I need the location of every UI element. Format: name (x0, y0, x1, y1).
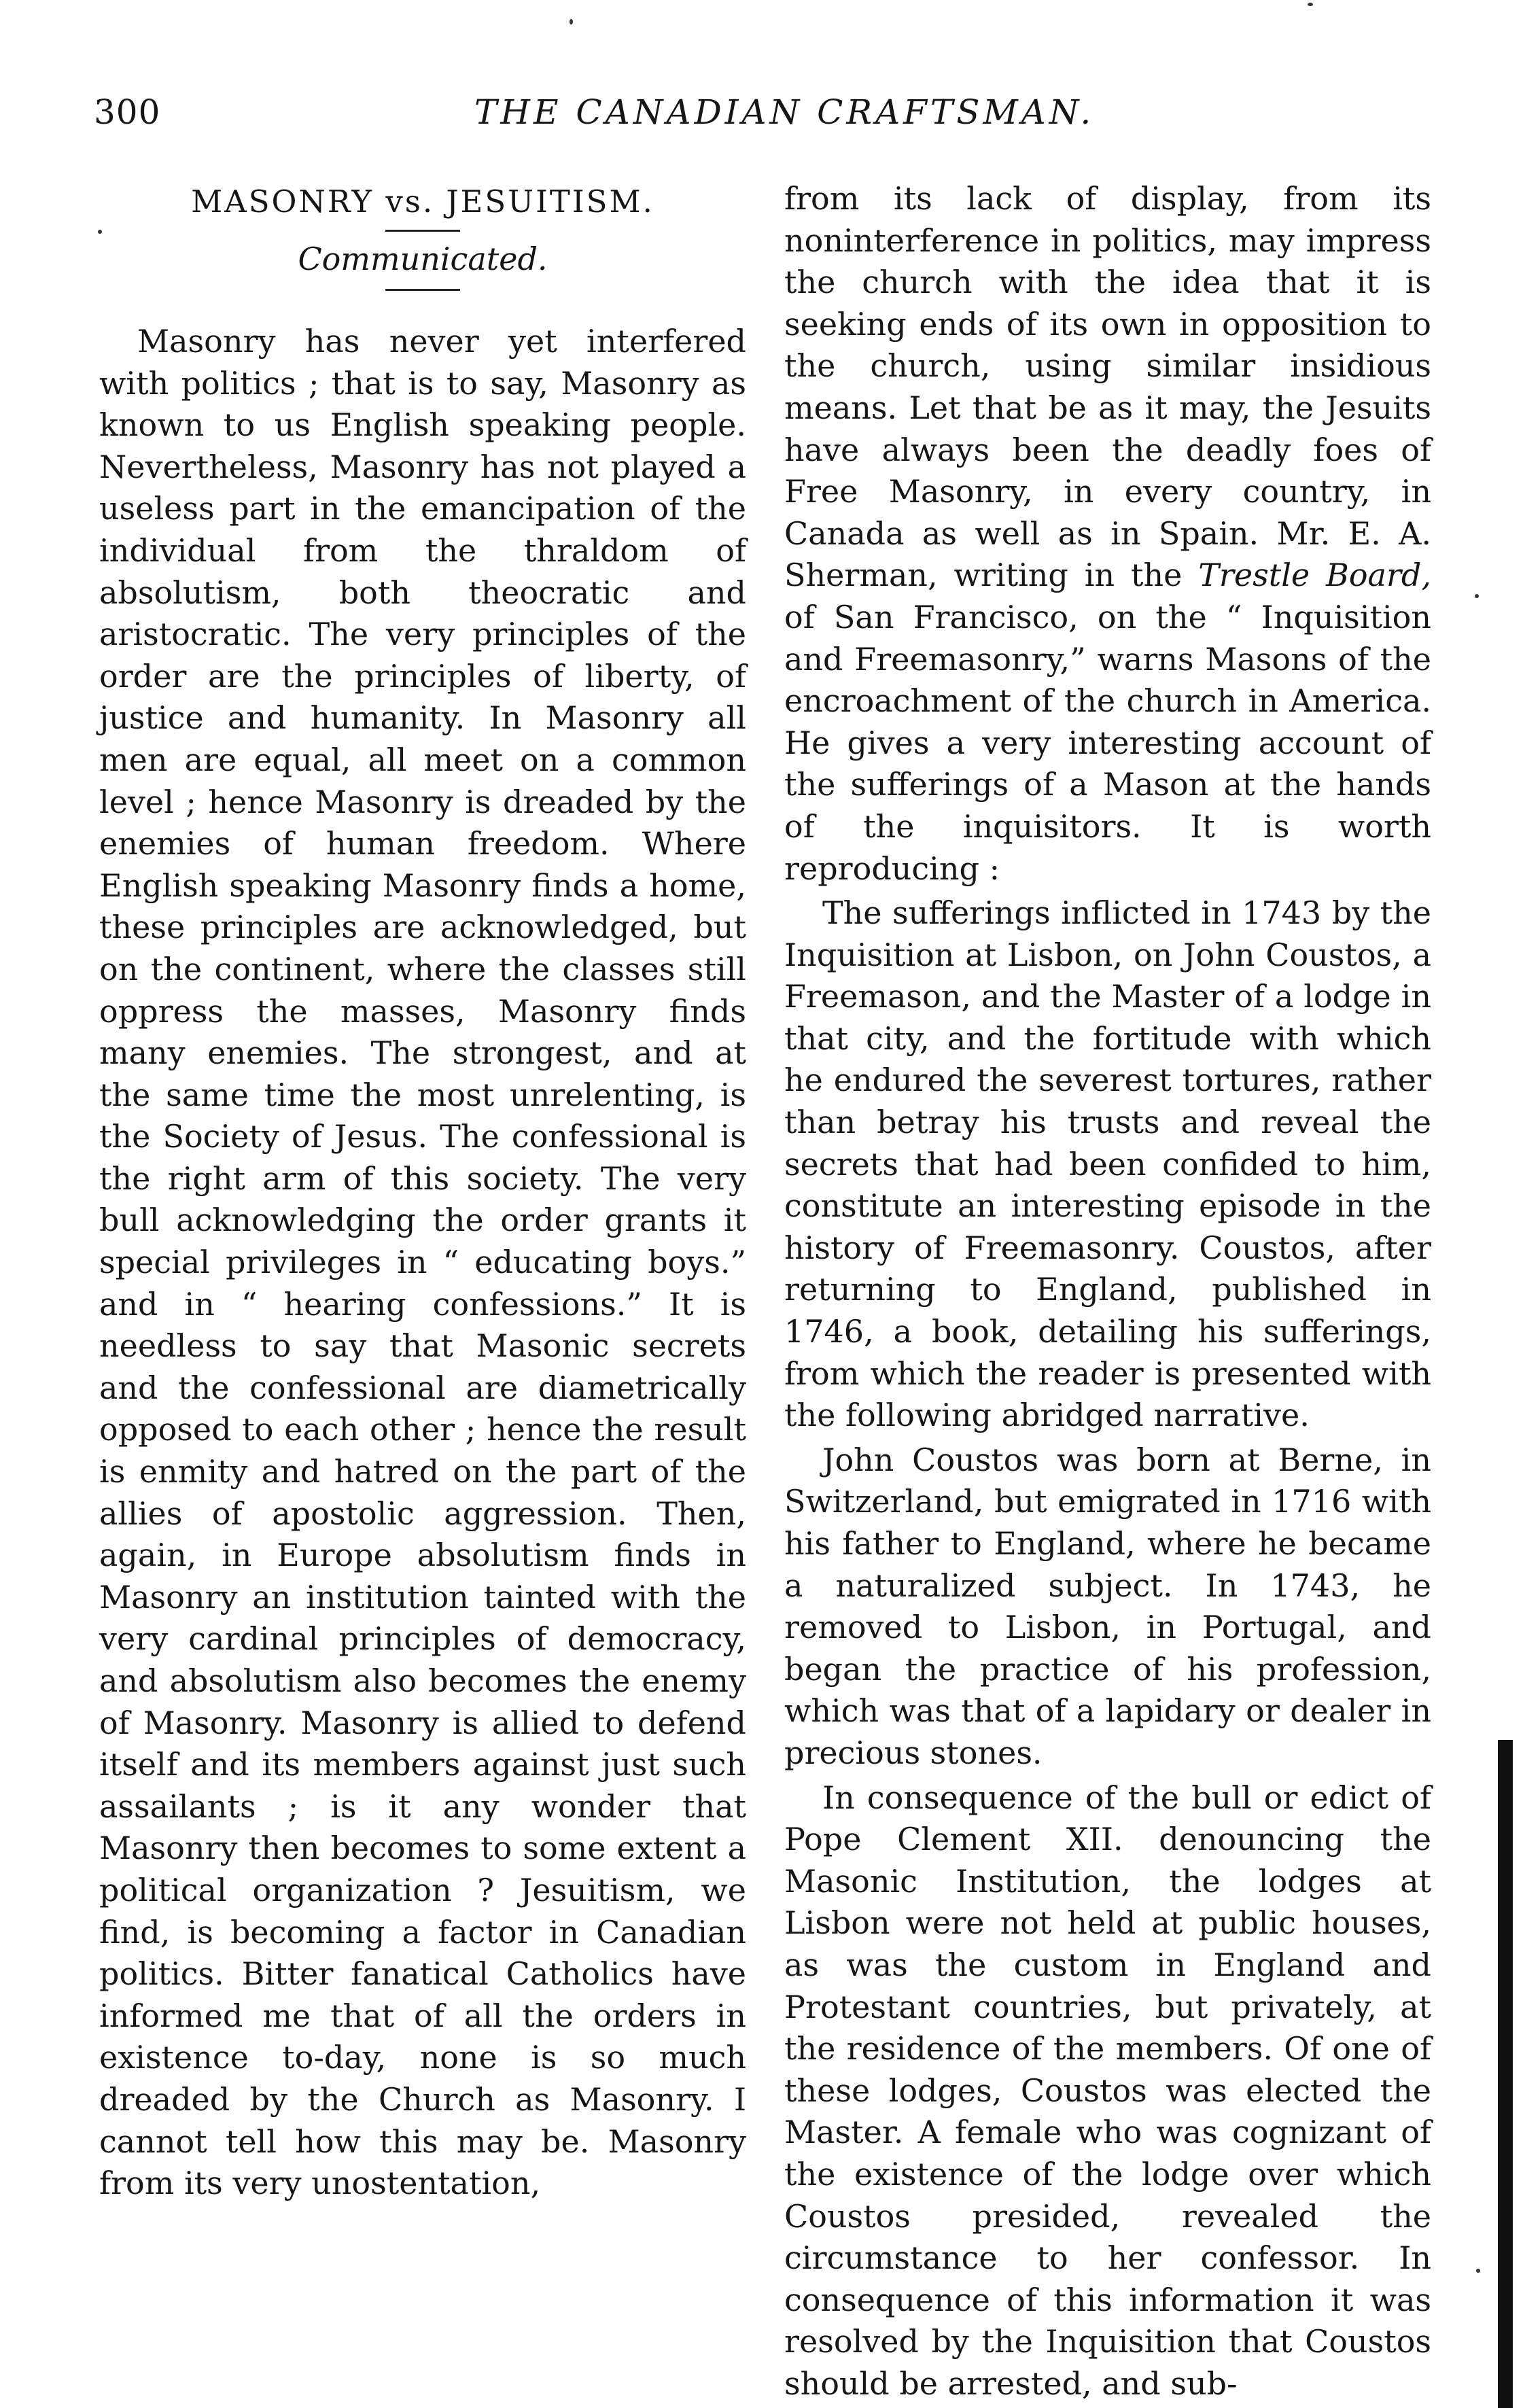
right-paragraph-3: John Coustos was born at Berne, in Switzerland, but emigrated in 1716 with his father to England, where he became a naturalized subject. In 1743, he removed to Lisbon, in Portugal, and began the practice of his profession, which was that of a lapidary or dealer in precious stones. (784, 1441, 1431, 1771)
continuation-text-1: from its lack of display, from its noninterference in politics, may impress the church with the idea that it is seeking ends of its own in opposition to the church, using similar insidious means. Let that be as it may, the Jesuits have always been the deadly foes of Free Masonry, in every country, in Canada as well as in Spain. Mr. E. A. Sherman, writing in the (784, 180, 1431, 594)
scan-speck (570, 19, 573, 24)
scan-speck (1475, 594, 1479, 598)
title-rule-bottom (385, 289, 460, 291)
left-column (99, 178, 746, 2205)
trestle-board-citation: Trestle Board, (1198, 557, 1432, 594)
article-byline: Communicated. (298, 241, 548, 277)
right-paragraph-4: In consequence of the bull or edict of Pope Clement XII. denouncing the Masonic Institution, the lodges at Lisbon were not held at public houses, as was the custom in England and Protestant countries, but privately, at the residence of the members. Of one of these lodges, Coustos was elected the Master. A female who was cognizant of the existence of the lodge over which Coustos presided, revealed the circumstance to her confessor. In consequence of this information it was resolved by the Inquisition that Coustos should be arrested, and sub- (784, 1779, 1431, 2402)
scan-speck (1308, 3, 1313, 6)
scan-speck (98, 230, 102, 234)
right-column (784, 178, 1431, 2405)
scan-speck (1476, 2269, 1480, 2273)
binding-edge-shadow (1498, 1740, 1513, 2408)
right-paragraph-2: The sufferings inflicted in 1743 by the Inquisition at Lisbon, on John Coustos, a Freemason, and the Master of a lodge in that city, and the fortitude with which he endured the severest tortures, rather than betray his trusts and reveal the secrets that had been confided to him, constitute an interesting episode in the history of Freemasonry. Coustos, after returning to England, published in 1746, a book, detailing his sufferings, from which the reader is presented with the following abridged narrative. (784, 894, 1431, 1434)
journal-title: THE CANADIAN CRAFTSMAN. (474, 92, 1095, 132)
running-head (94, 92, 1439, 140)
continuation-text-2: of San Francisco, on the “ Inquisition and Freemasonry,” warns Masons of the encroachment of the church in America. He gives a very interesting account of the sufferings of a Mason at the hands of the inquisitors. It is worth reproducing : (784, 598, 1431, 887)
page-number: 300 (94, 92, 161, 132)
title-rule-top (385, 230, 460, 232)
article-title: MASONRY vs. JESUITISM. (191, 184, 654, 220)
right-continuation-paragraph (784, 178, 1431, 890)
left-paragraph-1: Masonry has never yet interfered with politics ; that is to say, Masonry as known to us English speaking people. Nevertheless, Masonry has not played a useless part in the emancipation of the individual from the thraldom of absolutism, both theocratic and aristocratic. The very principles of the order are the principles of liberty, of justice and humanity. In Masonry all men are equal, all meet on a common level ; hence Masonry is dreaded by the enemies of human freedom. Where English speaking Masonry finds a home, these principles are acknowledged, but on the continent, where the classes still oppress the masses, Masonry finds many enemies. The strongest, and at the same time the most unrelenting, is the Society of Jesus. The confessional is the right arm of this society. The very bull acknowledging the order grants it special privileges in “ educating boys.” and in “ hearing confessions.” It is needless to say that Masonic secrets and the confessional are diametrically opposed to each other ; hence the result is enmity and hatred on the part of the allies of apostolic aggression. Then, again, in Europe absolutism finds in Masonry an institution tainted with the very cardinal principles of democracy, and absolutism also becomes the enemy of Masonry. Masonry is allied to defend itself and its members against just such assailants ; is it any wonder that Masonry then becomes to some extent a political organization ? Jesuitism, we find, is becoming a factor in Canadian politics. Bitter fanatical Catholics have informed me that of all the orders in existence to-day, none is so much dreaded by the Church as Masonry. I cannot tell how this may be. Masonry from its very unostentation, (99, 323, 746, 2202)
